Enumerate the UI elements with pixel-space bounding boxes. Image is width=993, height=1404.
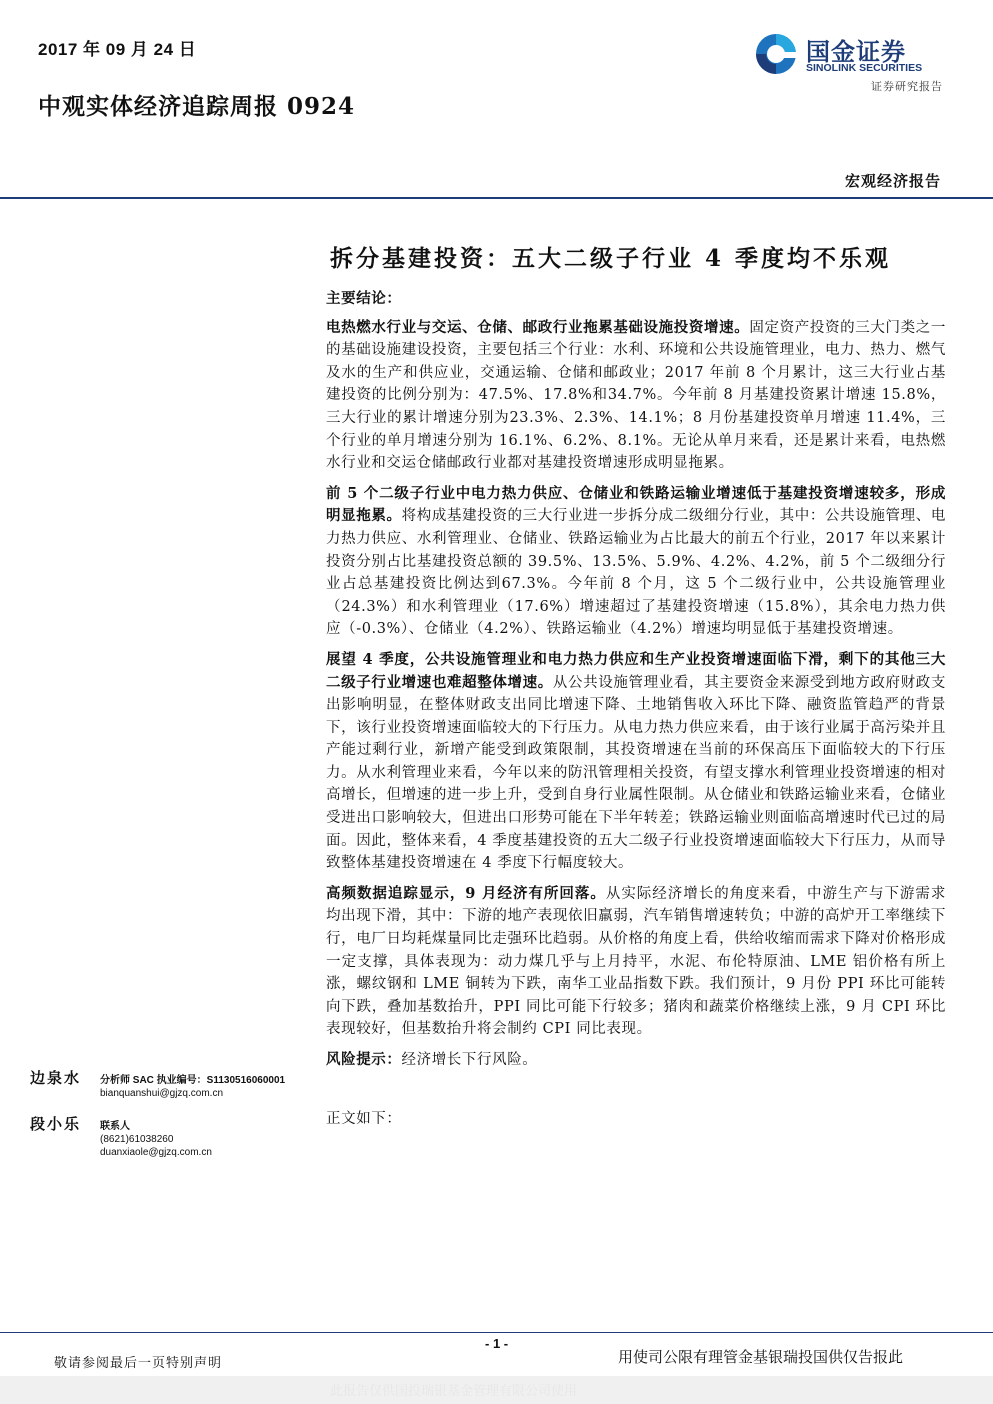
logo-english-name: SINOLINK SECURITIES: [806, 62, 923, 74]
analyst-info: [100, 1120, 340, 1159]
analyst-phone: (8621)61038260: [100, 1134, 174, 1145]
footer-watermark: 此报告仅供国投瑞银基金管理有限公司使用: [330, 1384, 578, 1399]
risk-note: [326, 1049, 946, 1072]
paragraph-text: 将构成基建投资的三大行业进一步拆分成二级细分行业，其中：公共设施管理、电力热力供应、水利管理业、仓储业、铁路运输业为占比最大的前五个行业，2017 年以来累计投资分别占比基建投资总额的 39.5%、13.5%、5.9%、4.2%、4.2%，前 5 个二级细分行业占总基建投资比例达到67.3%。今年前 8 个月，这 5 个二级行业中，公共设施管理业（24.3%）和水利管理业（17.6%）增速超过了基建投资增速（15.8%），其余电力热力供应（-0.3%）、仓储业（4.2%）、铁路运输业（4.2%）增速均明显低于基建投资增速。: [326, 508, 947, 638]
page-number: - 1 -: [485, 1336, 509, 1351]
paragraph-heading: 展望 4 季度，公共设施管理业和电力热力供应和生产业投资增速面临下滑，剩下的其他三大二级子行业增速也难超整体增速。: [326, 650, 946, 691]
report-series-title: 中观实体经济追踪周报 0924: [38, 93, 356, 120]
risk-label: 风险提示：: [326, 1051, 402, 1068]
analyst-info: [100, 1074, 340, 1100]
section-label: 主要结论：: [326, 290, 402, 307]
paragraph-heading: 高频数据追踪显示，9 月经济有所回落。: [326, 884, 606, 902]
analyst-email[interactable]: duanxiaole@gjzq.com.cn: [100, 1147, 212, 1158]
risk-text: 经济增长下行风险。: [401, 1052, 538, 1068]
paragraph-text: 从实际经济增长的角度来看，中游生产与下游需求均出现下滑，其中：下游的地产表现依旧羸弱，汽车销售增速转负；中游的高炉开工率继续下行，电厂日均耗煤量同比走强环比趋弱。从价格的角度上看，供给收缩而需求下降对价格形成一定支撑，具体表现为：动力煤几乎与上月持平，水泥、布伦特原油、LME 铝价格有所上涨，螺纹钢和 LME 铜转为下跌，南华工业品指数下跌。我们预计，9 月份 PPI 环比可能转向下跌，叠加基数抬升，PPI 同比可能下行较多；猪肉和蔬菜价格继续上涨，9 月 CPI 环比表现较好，但基数抬升将会制约 CPI 同比表现。: [326, 885, 946, 1038]
report-category: 宏观经济报告: [844, 172, 941, 190]
disclaimer-note: 敬请参阅最后一页特别声明: [54, 1356, 223, 1371]
body-start-label: 正文如下：: [326, 1110, 402, 1127]
summary-paragraph: [326, 883, 946, 1041]
footer-usage-note: 用使司公限有理管金基银瑞投国供仅告报此: [618, 1348, 904, 1366]
report-headline: 拆分基建投资：五大二级子行业 4 季度均不乐观: [330, 245, 892, 272]
header-divider: [0, 197, 993, 199]
footer-divider: [0, 1332, 993, 1333]
sinolink-logo-icon: [754, 32, 798, 76]
report-date: 2017 年 09 月 24 日: [38, 40, 197, 59]
main-summary: [326, 288, 946, 1130]
research-tag: 证券研究报告: [871, 80, 943, 93]
sinolink-logo: [754, 30, 954, 80]
analyst-name: 段小乐: [30, 1115, 82, 1133]
analyst-role: 联系人: [100, 1121, 130, 1132]
paragraph-text: 从公共设施管理业看，其主要资金来源受到地方政府财政支出影响明显，在整体财政支出同比增速下降、土地销售收入环比下降、融资监管趋严的背景下，该行业投资增速面临较大的下行压力。从电力热力供应来看，由于该行业属于高污染并且产能过剩行业，新增产能受到政策限制，其投资增速在当前的环保高压下面临较大的下行压力。从水利管理业来看，今年以来的防汛管理相关投资，有望支撑水利管理业投资增速的相对高增长，但增速的进一步上升，受到自身行业属性限制。从仓储业和铁路运输业来看，仓储业受进出口影响较大，但进出口形势可能在下半年转差；铁路运输业则面临高增速时代已过的局面。因此，整体来看，4 季度基建投资的五大二级子行业投资增速面临较大下行压力，从而导致整体基建投资增速在 4 季度下行幅度较大。: [326, 674, 946, 872]
paragraph-heading: 电热燃水行业与交运、仓储、邮政行业拖累基础设施投资增速。: [326, 318, 750, 336]
analyst-email[interactable]: bianquanshui@gjzq.com.cn: [100, 1088, 224, 1099]
summary-paragraph: [326, 649, 946, 875]
analyst-name: 边泉水: [30, 1069, 82, 1087]
analyst-role: 分析师 SAC 执业编号：S1130516060001: [100, 1075, 286, 1086]
summary-paragraph: [326, 483, 946, 641]
logo-chinese-name: 国金证券: [806, 38, 906, 66]
summary-paragraph: [326, 317, 946, 475]
paragraph-text: 固定资产投资的三大门类之一的基础设施建设投资，主要包括三个行业：水利、环境和公共设施管理业，电力、热力、燃气及水的生产和供应业，交通运输、仓储和邮政业；2017 年前 8 个月累计，这三大行业占基建投资的比例分别为：47.5%、17.8%和34.7%。今年前 8 月基建投资累计增速 15.8%，三大行业的累计增速分别为23.3%、2.3%、14.1%；8 月份基建投资单月增速 11.4%，三个行业的单月增速分别为 16.1%、6.2%、8.1%。无论从单月来看，还是累计来看，电热燃水行业和交运仓储邮政行业都对基建投资增速形成明显拖累。: [326, 319, 946, 472]
paragraph-heading: 前 5 个二级子行业中电力热力供应、仓储业和铁路运输业增速低于基建投资增速较多，形成明显拖累。: [326, 484, 946, 525]
analyst-card: [30, 1069, 340, 1112]
analyst-card: [30, 1115, 340, 1168]
